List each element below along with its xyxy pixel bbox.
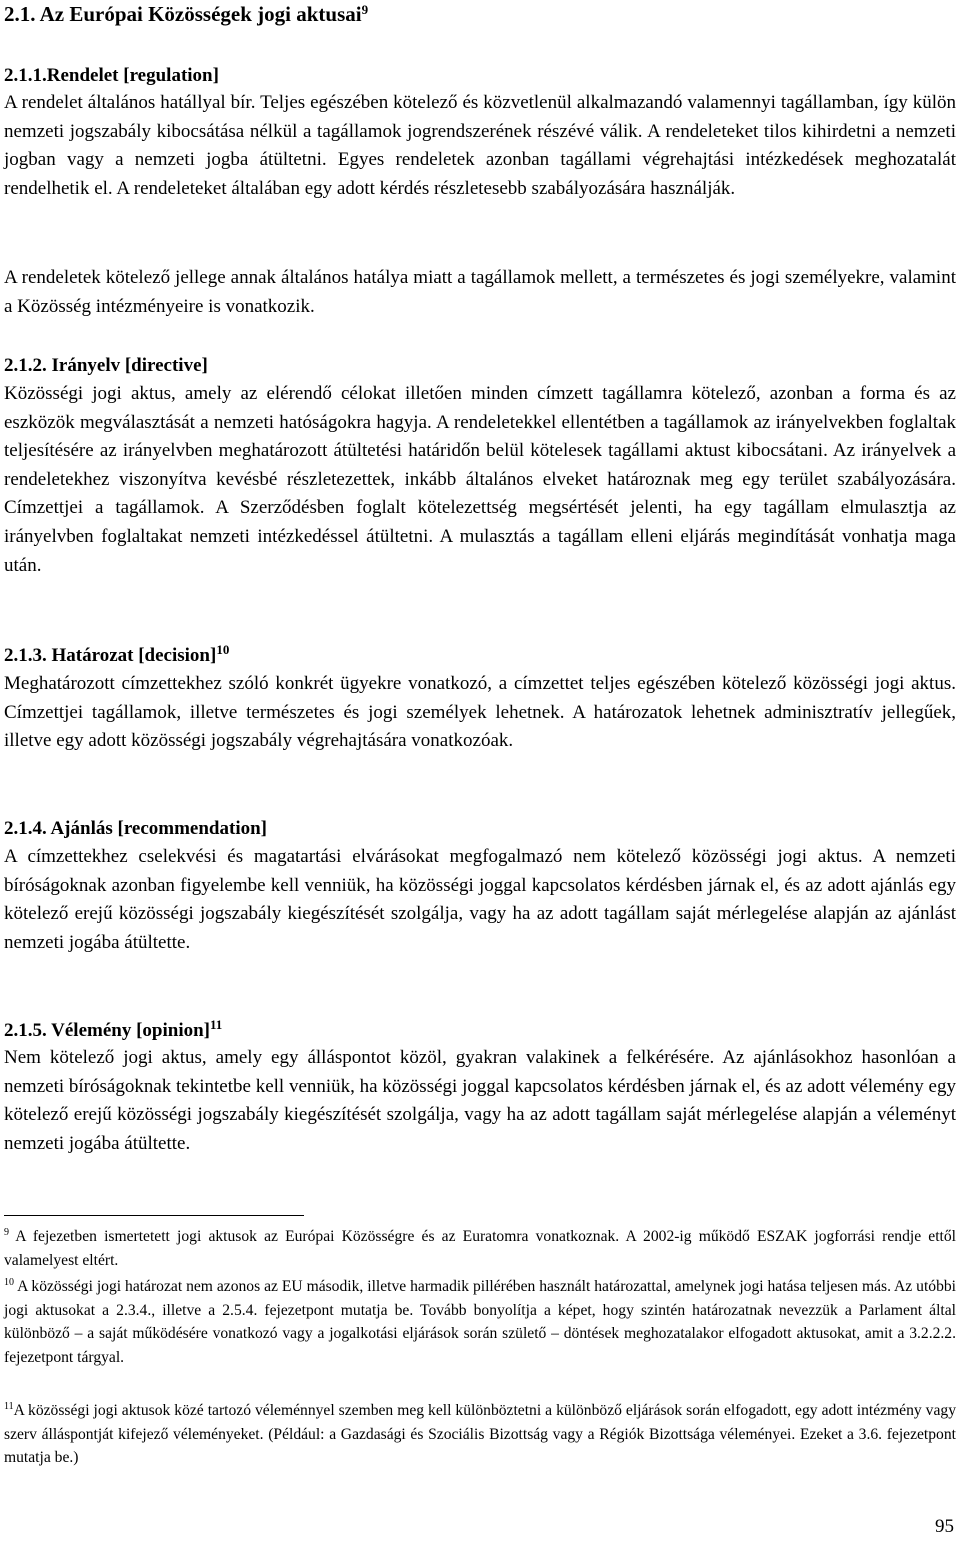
- paragraph-recommendation: A címzettekhez cselekvési és magatartási elvárásokat megfogalmazó nem kötelező közösségi jogi aktus. A nemzeti bíróságoknak azonban figyelembe kell venniük, ha közösségi joggal kapcsolatos kérdésben járnak el, és az adott ajánlás egy kötelező erejű közösségi jogszabály kiegészítését szolgálja, vagy ha az adott tagállam saját mérlegelése alapján az ajánlást nemzeti jogába átültette.: [4, 846, 956, 953]
- paragraph-directive: Közösségi jogi aktus, amely az elérendő célokat illetően minden címzett tagállamra kötelező, azonban a forma és az eszközök megválasztását a nemzeti hatóságokra hagyja. A rendeletekkel ellentétben a tagállamok az irányelvekben foglaltak teljesítésére az irányelvben meghatározott átültetési határidőn belül kötelesek tagállami aktust kibocsátani. Az irányelvek a rendeletekhez viszonyítva kevésbé részletezettek, inkább általános elveket határoznak meg egy terület szabályozására. Címzettjei a tagállamok. A Szerződésben foglalt kötelezettség megsértését jelenti, ha egy tagállam elmulasztja az irányelvben foglaltakat nemzeti intézkedéssel átültetni. A mulasztás a tagállam elleni eljárás megindítását vonhatja maga után.: [4, 383, 956, 576]
- footnote-separator: [4, 1215, 304, 1216]
- section-heading-directive: [4, 353, 956, 379]
- footnote-ref-9[interactable]: 9: [361, 2, 369, 17]
- paragraph-decision: Meghatározott címzettekhez szóló konkrét ügyekre vonatkozó, a címzettet teljes egészében kötelező közösségi jogi aktus. Címzettjei tagállamok, illetve természetes és jogi személyek lehetnek. A határozatok lehetnek adminisztratív jellegűek, illetve egy adott közösségi jogszabály végrehajtására vonatkozóak.: [4, 673, 956, 752]
- section-heading-decision: [4, 643, 956, 669]
- section-heading-regulation: [4, 63, 956, 89]
- footnote-11: [4, 1399, 956, 1470]
- section-heading-text: 2.1.3. Határozat [decision]: [4, 645, 217, 666]
- footnote-10: [4, 1275, 956, 1369]
- footnote-ref-10[interactable]: 10: [216, 642, 230, 657]
- section-heading-text: 2.1.1.Rendelet [regulation]: [4, 65, 219, 86]
- section-heading-recommendation: [4, 816, 956, 842]
- paragraph-regulation-2: A rendeletek kötelező jellege annak általános hatálya miatt a tagállamok mellett, a természetes és jogi személyekre, valamint a Közösség intézményeire is vonatkozik.: [4, 267, 956, 317]
- section-heading-text: 2.1.2. Irányelv [directive]: [4, 355, 208, 376]
- footnote-9: [4, 1225, 956, 1272]
- footnote-number: 11: [4, 1401, 14, 1412]
- footnote-ref-11[interactable]: 11: [210, 1017, 223, 1032]
- chapter-title: [4, 0, 956, 28]
- footnote-number: 9: [4, 1227, 9, 1238]
- section-heading-opinion: [4, 1018, 956, 1044]
- footnote-text: A közösségi jogi aktusok közé tartozó véleménnyel szemben meg kell különböztetni a különböző eljárások során elfogadott, egy adott intézmény vagy szerv álláspontját kifejező véleményeket. (Például: a Gazdasági és Szociális Bizottság vagy a Régiók Bizottsága véleményei. Ezeket a 3.6. fejezetpont mutatja be.): [4, 1402, 956, 1466]
- footnote-text: A fejezetben ismertetett jogi aktusok az Európai Közösségre és az Euratomra vonatkoznak. A 2002-ig működő ESZAK jogforrási rendje ettől valamelyest eltért.: [4, 1228, 956, 1269]
- section-heading-text: 2.1.4. Ajánlás [recommendation]: [4, 818, 267, 839]
- footnote-text: A közösségi jogi határozat nem azonos az EU második, illetve harmadik pillérében használt határozattal, amelynek jogi hatása teljesen más. Az utóbbi jogi aktusokat a 2.3.4., illetve a 2.5.4. fejezetpont mutatja be. Tovább bonyolítja a képet, hogy szintén határozatnak nevezzük a Parlament által különböző – a saját működésére vonatkozó vagy a jogalkotási eljárások során születő – döntések meghozatalakor elfogadott aktusokat, amit a 3.2.2.2. fejezetpont tárgyal.: [4, 1278, 956, 1366]
- paragraph-regulation-1: A rendelet általános hatállyal bír. Teljes egészében kötelező és közvetlenül alkalmazandó valamennyi tagállamban, így külön nemzeti jogszabály kibocsátása nélkül a tagállamok jogrendszerének részévé válik. A rendeleteket tilos kihirdetni a nemzeti jogban vagy a nemzeti jogba átültetni. Egyes rendeletek azonban tagállami végrehajtási intézkedések meghozatalát rendelhetik el. A rendeleteket általában egy adott kérdés részletesebb szabályozására használják.: [4, 92, 956, 199]
- paragraph-opinion: Nem kötelező jogi aktus, amely egy álláspontot közöl, gyakran valakinek a felkérésére. Az ajánlásokhoz hasonlóan a nemzeti bíróságoknak tekintetbe kell venniük, ha közösségi joggal kapcsolatos kérdésben járnak el, és az adott vélemény egy kötelező erejű közösségi jogszabály kiegészítését szolgálja, vagy ha az adott tagállam saját mérlegelése alapján a véleményt nemzeti jogába átültette.: [4, 1047, 956, 1154]
- chapter-title-text: 2.1. Az Európai Közösségek jogi aktusai: [4, 2, 362, 26]
- section-heading-text: 2.1.5. Vélemény [opinion]: [4, 1020, 211, 1041]
- footnote-number: 10: [4, 1277, 14, 1288]
- page-number: 95: [935, 1516, 954, 1537]
